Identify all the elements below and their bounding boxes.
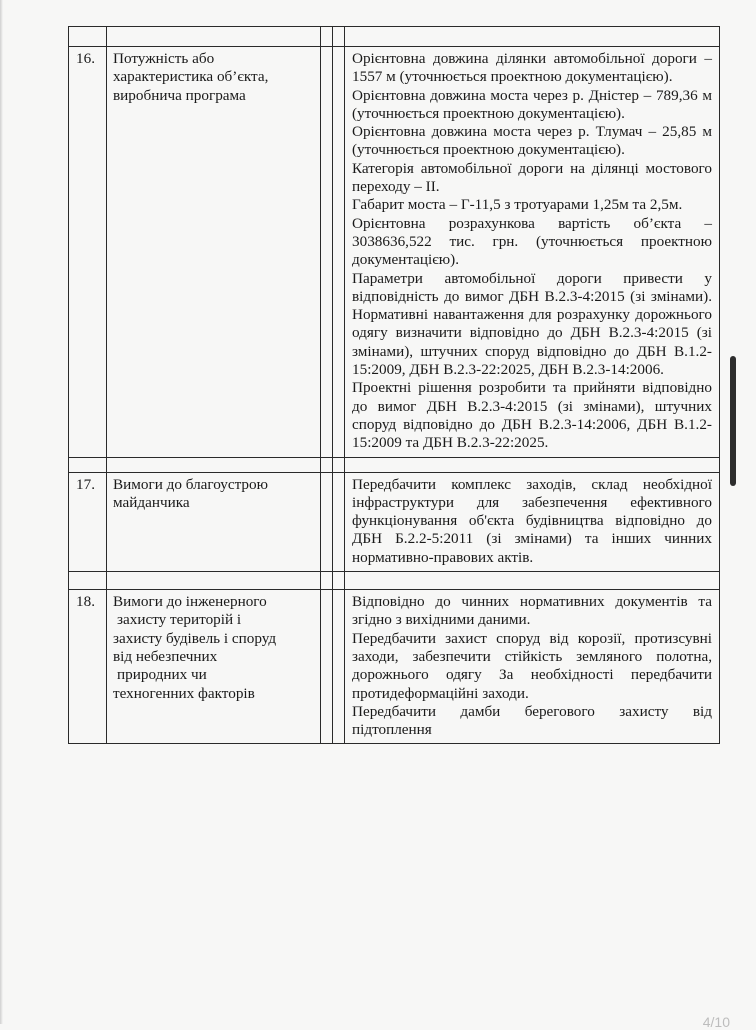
row-number: 18. [69,590,107,744]
row-title [107,472,321,571]
table-spacer-row [69,572,720,590]
content-paragraph: Передбачити захист споруд від корозії, протизсувні заходи, забезпечити стійкість земляного полотна, дорожнього одягу За необхідності передбачити протидеформаційні заходи. [352,629,712,702]
table-spacer-row [69,457,720,472]
gap-cell [321,47,333,458]
row-number: 16. [69,47,107,458]
gap-cell [333,47,345,458]
content-paragraph: Проектні рішення розробити та прийняти відповідно до вимог ДБН В.2.3-4:2015 (зі змінами), штучних споруд відповідно до ДБН В.2.3-14:2006, ДБН В.1.2-15:2009 та ДБН В.2.3-22:2025. [352,379,712,452]
content-paragraph: Орієнтовна розрахункова вартість об’єкта – 3038636,522 тис. грн. (уточнюється проектною документацією). [352,214,712,269]
row-title [107,47,321,458]
row-content [345,590,720,744]
requirements-table [68,26,720,744]
row-title-line: природних чи [117,666,207,684]
content-paragraph: Відповідно до чинних нормативних документів та згідно з вихідними даними. [352,593,712,629]
page-counter: 4/10 [702,1014,730,1030]
table-row-16 [69,47,720,458]
row-number: 17. [69,472,107,571]
content-paragraph: Передбачити дамби берегового захисту від підтоплення [352,702,712,739]
row-content [345,47,720,458]
row-title-line: захисту будівель і споруд [113,629,277,647]
content-paragraph: Орієнтовна довжина моста через р. Тлумач – 25,85 м (уточнюється проектною документацією). [352,123,712,159]
row-title-line: техногенних факторів [113,684,255,702]
page-edge [0,0,3,1024]
vertical-scrollbar[interactable] [730,356,736,486]
table-row-18 [69,590,720,744]
row-title-line: від небезпечних [113,647,218,665]
row-title-line: виробнича програма [113,86,246,104]
row-title-line: майданчика [113,493,190,511]
content-paragraph: Орієнтовна довжина ділянки автомобільної дороги – 1557 м (уточнюється проектною документацією). [352,50,712,86]
content-paragraph: Передбачити комплекс заходів, склад необхідної інфраструктури для забезпечення ефективного функціонування об'єкта будівництва відповідно до ДБН Б.2.2-5:2011 (зі змінами) та інших чинних нормативно-правових актів. [352,475,712,566]
row-title-line: захисту територій і [117,611,242,629]
row-title-line: Вимоги до благоустрою [113,475,268,493]
content-paragraph: Категорія автомобільної дороги на ділянці мостового переходу – ІІ. [352,159,712,196]
content-paragraph: Параметри автомобільної дороги привести у відповідність до вимог ДБН В.2.3-4:2015 (зі змінами). Нормативні навантаження для розрахунку дорожнього одягу визначити відповідно до ДБН В.2.3-4:2015 (зі змінами), штучних споруд відповідно до ДБН В.1.2-15:2009, ДБН В.2.3-22:2025, ДБН В.2.3-14:2006. [352,269,712,379]
row-title [107,590,321,744]
table-row-17 [69,472,720,571]
gap-cell [321,590,333,744]
gap-cell [321,472,333,571]
table-spacer-row [69,27,720,47]
row-title-line: Потужність або [113,50,215,67]
gap-cell [333,590,345,744]
row-content [345,472,720,571]
content-paragraph: Габарит моста – Г-11,5 з тротуарами 1,25м та 2,5м. [352,196,683,214]
gap-cell [333,472,345,571]
row-title-line: Вимоги до інженерного [113,593,267,611]
content-paragraph: Орієнтовна довжина моста через р. Дністер – 789,36 м (уточнюється проектною документацією). [352,86,712,122]
row-title-line: характеристика об’єкта, [113,68,269,86]
